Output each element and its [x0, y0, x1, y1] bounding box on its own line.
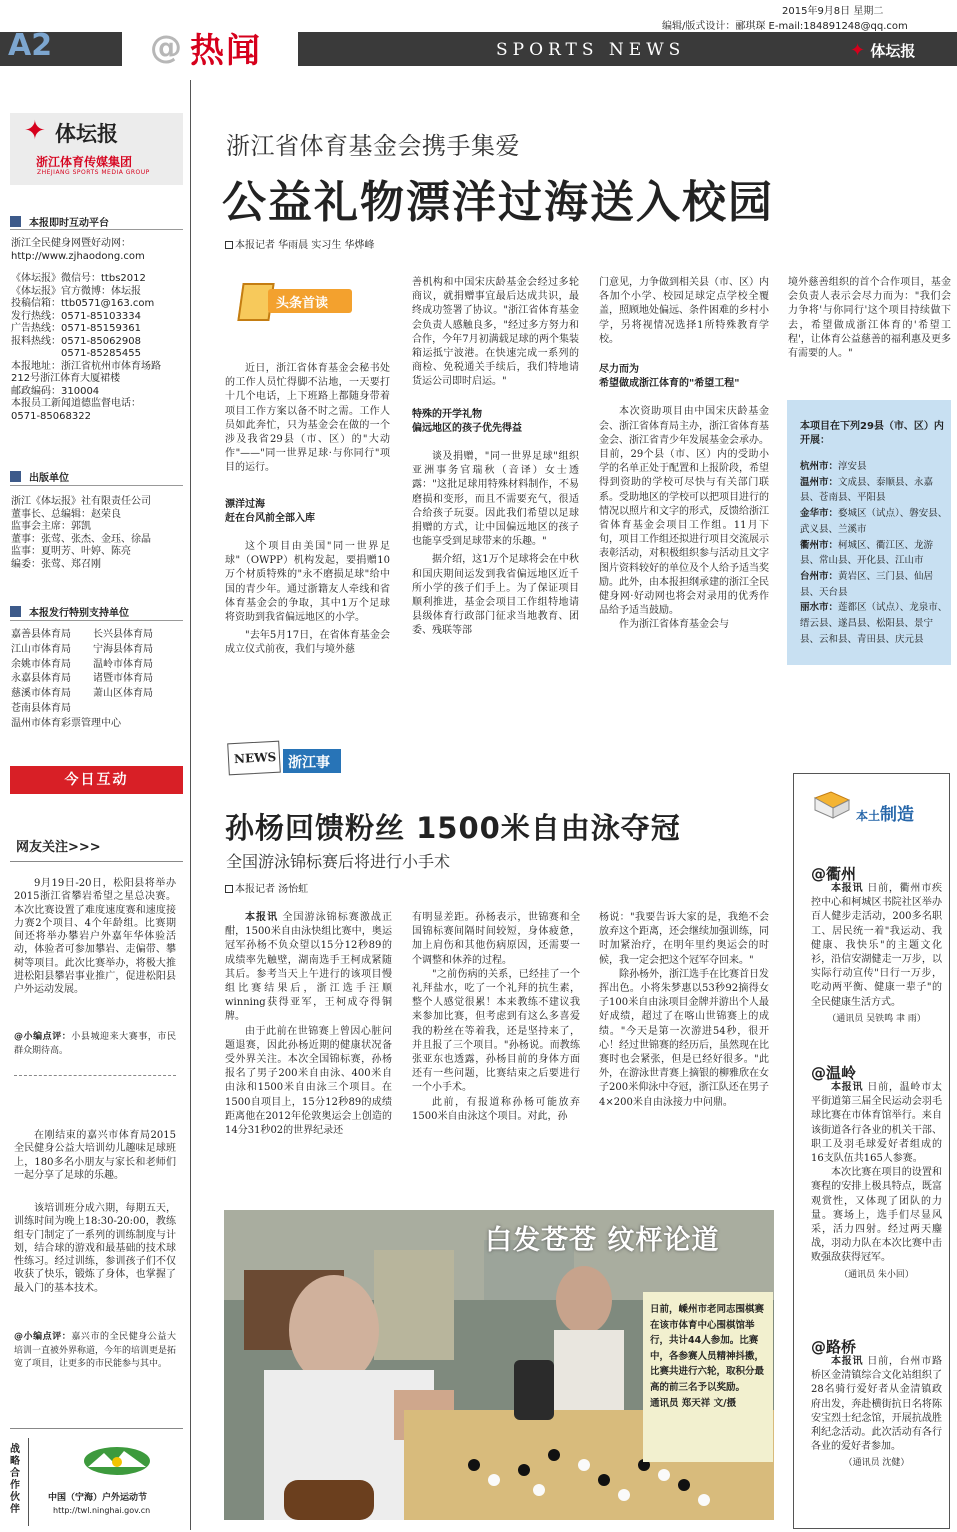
divider: [10, 229, 183, 230]
publisher-line: 编委：张莺、郑召刚: [11, 558, 101, 570]
article1-kicker: 浙江省体育基金会携手集爱: [226, 132, 520, 160]
support-unit: 诸暨市体育局: [93, 673, 153, 685]
zhejiang-tag-label: 浙江事: [288, 755, 330, 771]
email-link[interactable]: 投稿信箱：ttb0571@163.com: [11, 298, 155, 309]
paragraph: 境外慈善组织的首个合作项目，基金会负责人表示会尽力而为："我们会力争将'与你同行'这个项目持续做下去，希望做成浙江体育的'希望工程'，让体育公益慈善的福利惠及更多有需要的人。": [788, 277, 951, 360]
support-heading: [10, 604, 183, 619]
paragraph: 此前，有报道称孙杨可能放弃1500米自由泳这个项目。对此，孙: [412, 1096, 580, 1122]
publisher-info: [11, 496, 187, 572]
county-city: 衢州市：: [800, 539, 839, 551]
source-credit: （通讯员 吴铁鸣 聿 雨）: [827, 1013, 926, 1024]
subheading: 赶在台风前全部入库: [225, 512, 315, 524]
side-story-1: 9月19日-20日，松阳县将举办2015浙江省攀岩希望之星总决赛。本次比赛设置了难度速度赛和速度接力赛2个项目、4个年龄组。比赛期间还将举办攀岩户外嘉年华体验活动，体验者可参加攀岩、走偏带、攀树等项目。此次比赛举办，将极大推进松阳县攀岩事业推广，促进松阳县户外运动发展。: [14, 878, 176, 996]
news-badge-label: NEWS: [233, 749, 277, 767]
publisher-line: 董事：张莺、张杰、金珏、徐晶: [11, 533, 151, 545]
local-item: [811, 1081, 942, 1282]
publisher-line: 董事长、总编辑：赵荣良: [11, 508, 121, 520]
paragraph: 除孙杨外，浙江选手在比赛首日发挥出色。小将朱梦惠以53秒92摘得女子100米自由泳项目金牌并游出个人最好成绩，超过了在喀山世锦赛上的成绩。"今天是第一次游进54秒，很开心！经过世锦赛的经历后，虽然现在比赛时也会紧张，但是已经好很多。"此外，在游泳世青赛上摘银的柳雅欣在女子200米仰泳中夺冠，浙江队还在男子4×200米自由泳接力中问鼎。: [599, 968, 769, 1108]
platform-heading: [10, 214, 183, 229]
newspaper-logo-name: 体坛报: [55, 122, 118, 146]
platform-line: 0571-85285455: [11, 348, 141, 359]
subheading: 漂洋过海: [225, 498, 265, 510]
county-names: 文成县、泰顺县、永嘉县、苍南县、平阳县: [800, 476, 934, 504]
article2-headline: 孙杨回馈粉丝 1500米自由泳夺冠: [225, 811, 681, 845]
strategic-partner-label: 战略合作伙伴: [10, 1444, 20, 1515]
caption-text: 日前，嵊州市老同志围棋赛在该市体育中心围棋馆举行，共计44人参加。比赛中，各参赛人员精神抖擞，比赛共进行六轮，取积分最高的前三名予以奖励。: [650, 1304, 765, 1393]
paragraph: 近日，浙江省体育基金会秘书处的工作人员忙得脚不沾地，一天要打十几个电话，上下班路上都随身带着项目工作方案以备不时之需。工作人员如此奔忙，只为基金会在做的一个涉及我省29县（市、区）的"大动作"——"同一世界足球·与你同行"项目的运行。: [225, 363, 390, 474]
logo-swoosh-icon: ✦: [850, 40, 866, 61]
media-group-name-en: ZHEJIANG SPORTS MEDIA GROUP: [37, 169, 150, 176]
county-item: [800, 600, 948, 647]
county-item: [800, 538, 948, 569]
paragraph: 日前，台州市路桥区金清镇综合文化站组织了28名骑行爱好者从金清镇政府出发，奔赴横街抗日名将陈安宝烈士纪念馆，开展抗战胜利纪念活动。此次活动有各行各业的爱好者参加。: [811, 1356, 942, 1453]
partner-name: 中国（宁海）户外运动节: [48, 1493, 148, 1503]
paragraph: 杨说："我要告诉大家的是，我绝不会放弃这个距离，还会继续加强训练，同时加紧治疗，在明年里约奥运会的时候，我一定会把这个冠军夺回来。": [599, 912, 769, 966]
lead-label: 本报讯: [831, 883, 864, 894]
place-heading: @温岭: [811, 1064, 857, 1082]
county-city: 丽水市：: [800, 602, 839, 614]
sidebar-divider: [190, 80, 191, 1530]
article1-column-4: [788, 276, 951, 361]
support-unit: 宁海县体育局: [93, 643, 153, 655]
divider: [10, 485, 183, 486]
byline-text: 本报记者 华雨晨 实习生 华烨峰: [235, 240, 375, 251]
band-logo-text: 体坛报: [870, 42, 916, 60]
county-city: 金华市：: [800, 508, 839, 520]
side-story-2b: 该培训班分成六期，每期五天，训练时间为晚上18:30-20:00，教练组专门制定了一系列的训练制度与计划，结合球的游戏和最基础的技术球性练习。经过训练，参训孩子们不仅收获了快乐，锻炼了身体，也掌握了最入门的基本技术。: [14, 1203, 176, 1294]
platform-info: [11, 238, 187, 423]
square-bullet-icon: [225, 241, 233, 249]
county-item: [800, 569, 948, 600]
article2-column-3: [599, 911, 769, 1110]
caption-credit: 通讯员 郑天祥 文/摄: [650, 1397, 737, 1409]
county-item: [800, 506, 948, 537]
side-story-2a: 在刚结束的嘉兴市体育局2015全民健身公益大培训幼儿趣味足球班上，180多名小朋友与家长和老师们一起分享了足球的乐趣。: [14, 1130, 176, 1181]
square-bullet-icon: [10, 606, 21, 617]
local-item: [811, 882, 942, 1026]
platform-heading-text: 本报即时互动平台: [29, 218, 109, 229]
platform-line: 发行热线：0571-85103334: [11, 310, 141, 322]
lead-badge-label: 头条首读: [276, 296, 329, 311]
dashed-divider: [14, 1075, 176, 1076]
lead-label: 本报讯: [831, 1356, 864, 1367]
article1-column-3: [599, 276, 769, 633]
note-label: @小编点评：: [14, 1032, 72, 1042]
source-credit: （通讯员 沈健）: [843, 1458, 910, 1469]
publisher-line: 浙江《体坛报》社有限责任公司: [11, 496, 151, 507]
section-at-icon: @: [150, 28, 182, 66]
divider: [10, 861, 183, 862]
support-unit: 萧山区体育局: [93, 688, 153, 700]
support-unit: 长兴县体育局: [93, 629, 153, 640]
county-names: 柯城区、衢江区、龙游县、常山县、开化县、江山市: [800, 539, 934, 567]
divider: [28, 1438, 29, 1526]
article1-column-2: [412, 276, 579, 639]
platform-line: 本报地址：浙江省杭州市体育场路: [11, 360, 161, 372]
subheading: 特殊的开学礼物: [412, 408, 482, 420]
paragraph: 由于此前在世锦赛上曾因心脏问题退赛，因此孙杨近期的健康状况备受外界关注。本次全国锦标赛，孙杨报名了男子200米自由泳、400米自由泳和1500米自由泳三个项目。在1500自项目上，15分12秒89的成绩距离他在2012年伦敦奥运会上创造的14分31秒02的世界纪录还: [225, 1025, 392, 1137]
square-bullet-icon: [10, 471, 21, 482]
county-item: [800, 459, 948, 475]
support-unit: 余姚市体育局: [11, 658, 71, 670]
county-names: 淳安县: [838, 461, 867, 472]
paragraph: 本次比赛在项目的设置和赛程的安排上极具特点，既富观赏性，又体现了团队的力量。赛场上，选手们尽显风采，活力四射。经过两天鏖战，羽动力队在本次比赛中击败强敌获得冠军。: [811, 1167, 942, 1264]
article2-subheadline: 全国游泳锦标赛后将进行小手术: [226, 852, 451, 871]
editor-note-1: [14, 1031, 176, 1058]
local-tag-label: [856, 800, 914, 825]
platform-line: 0571-85068322: [11, 410, 91, 422]
support-unit: 温岭市体育局: [93, 658, 153, 670]
divider: [10, 620, 183, 621]
county-names: 黄岩区、三门县、仙居县、天台县: [800, 570, 934, 598]
editor-credit: 编辑/版式设计：郦琪琛 E-mail:184891248@qq.com: [662, 21, 908, 32]
square-bullet-icon: [225, 885, 233, 893]
website-link[interactable]: http://www.zjhaodong.com: [11, 250, 145, 262]
support-unit: 永嘉县体育局: [11, 673, 71, 685]
county-names: 婺城区（试点）、磐安县、武义县、兰溪市: [800, 508, 948, 535]
paragraph: 作为浙江省体育基金会与: [619, 619, 729, 631]
subheading: 偏远地区的孩子优先得益: [412, 422, 522, 434]
place-heading: @衢州: [811, 865, 857, 883]
county-list: [800, 459, 948, 647]
publisher-line: 监事：夏明芳、叶婷、陈亮: [11, 546, 131, 558]
article1-headline: 公益礼物漂洋过海送入校园: [222, 177, 774, 228]
partner-url-link[interactable]: http://twl.ninghai.gov.cn: [53, 1506, 151, 1515]
support-heading-text: 本报发行特别支持单位: [29, 608, 129, 619]
platform-line: 《体坛报》微信号：ttbs2012: [11, 273, 146, 284]
paragraph: 门意见，力争做到相关县（市、区）内各加个小学、校园足球定点学校全覆盖，照顾地处偏远、条件困难的乡村小学，另将视情况选择1所特殊教育学校。: [599, 277, 769, 345]
subheading: 尽力而为: [599, 364, 639, 376]
publisher-heading-text: 出版单位: [29, 473, 69, 484]
publisher-heading: [10, 469, 183, 484]
county-city: 杭州市：: [800, 461, 839, 472]
editor-note-2: [14, 1331, 176, 1372]
county-item: [800, 475, 948, 506]
today-interact-bar: 今日互动: [10, 766, 183, 794]
support-unit: 温州市体育彩票管理中心: [11, 717, 121, 729]
publisher-line: 监事会主席：郭凯: [11, 521, 91, 533]
article2-column-2: [412, 911, 580, 1124]
paragraph: 日前，衢州市疾控中心和柯城区书院社区举办百人健步走活动，200多名职工、居民统一着"我运动、我健康、我快乐"的主题文化衫，沿信安湖健走一万步，以实际行动宣传"日行一万步，吃动两平衡、健康一辈子"的全民健康生活方式。: [811, 883, 942, 1008]
platform-line: 《体坛报》官方微博：体坛报: [11, 285, 141, 297]
paragraph: 善机构和中国宋庆龄基金会经过多轮商议，就捐赠事宜最后达成共识，最终成功签署了协议。"浙江省体育基金会负责人感触良多，"经过多方努力和合作，今年7月初满载足球的两个集装箱运抵宁波港。在快速完成一系列的商检、免税通关手续后，我们特地请货运公司即时启运。": [412, 277, 579, 388]
support-unit: 嘉善县体育局: [11, 629, 71, 640]
issue-date: 2015年9月8日 星期二: [782, 6, 884, 17]
paragraph: 据介绍，这1万个足球将会在中秋和国庆期间运发到我省偏远地区近千所小学的孩子们手上。为了保证项目顺利推进，基金会项目工作组特地请县级体育行政部门征求当地教育、团委、残联等部: [412, 554, 579, 637]
article1-column-1: [225, 362, 390, 658]
byline-text: 本报记者 汤怡虹: [235, 884, 309, 895]
logo-swoosh-icon: ✦: [24, 116, 46, 146]
place-heading: @路桥: [811, 1338, 857, 1356]
band-title: SPORTS NEWS: [496, 40, 686, 60]
paragraph: "去年5月17日，在省体育基金会成立仪式前夜，我们与境外慈: [225, 630, 390, 656]
support-unit: 慈溪市体育局: [11, 688, 71, 700]
paragraph: "之前伤病的关系，已经挂了一个礼拜盐水，吃了一个礼拜的抗生素，整个人感觉很累！本来教练不建议我来参加比赛，但考虑到有这么多喜爱我的粉丝在等着我，还是坚持来了，并且报了三个项目。"孙杨说。而教练张亚东也透露，孙杨目前的身体方面还有一些问题，比赛结束之后要进行一个小手术。: [412, 968, 580, 1094]
platform-line: 广告热线：0571-85159361: [11, 323, 141, 334]
paragraph: 有明显差距。孙杨表示，世锦赛和全国锦标赛间隔时间较短，身体疲惫，加上肩伤和其他伤病原因，还需要一个调整和休养的过程。: [412, 912, 580, 966]
article2-byline: [225, 880, 308, 895]
article2-column-1: [225, 911, 392, 1138]
support-unit: 苍南县体育局: [11, 702, 71, 714]
paragraph: 这个项目由美国"同一世界足球"（OWPP）机构发起，要捐赠10万个材质特殊的"永不磨损足球"给中国的青少年。通过浙籍友人牵线和省体育基金会的争取，其中1万个足球将资助到我省偏远地区的小学。: [225, 541, 390, 624]
platform-line: 浙江全民健身网暨好动网：: [11, 238, 131, 249]
local-tag-big: 制造: [880, 805, 915, 825]
paragraph: 日前，温岭市太平街道第三届全民运动会羽毛球比赛在市体育馆举行。来自该街道各行各业的机关干部、职工及羽毛球爱好者组成的16支队伍共165人参赛。: [811, 1082, 942, 1165]
platform-line: 本报员工新闻道德监督电话：: [11, 398, 141, 409]
note-label: @小编点评：: [14, 1332, 72, 1342]
county-list-title: 本项目在下列29县（市、区）内开展：: [800, 421, 944, 446]
platform-line: 报料热线：0571-85062908: [11, 335, 141, 347]
support-unit: [93, 702, 187, 717]
media-group-name: 浙江体育传媒集团: [36, 155, 133, 169]
support-units: [11, 628, 187, 732]
photo-title: 白发苍苍 纹枰论道: [485, 1225, 720, 1256]
note-text: 小县城迎来大赛事，市民群众期待高。: [14, 1032, 176, 1056]
divider: [10, 1428, 183, 1429]
platform-line: 邮政编码：310004: [11, 385, 100, 397]
partner-logo-icon: [82, 1445, 152, 1481]
article1-byline: [225, 236, 375, 251]
local-item: [811, 1355, 942, 1471]
source-credit: （通讯员 朱小回）: [839, 1269, 914, 1280]
note-text: 嘉兴市的全民健身公益大培训一直被外界称道，今年的培训更是拓宽了项目，让更多的市民能参与其中。: [14, 1332, 177, 1369]
paragraph: 全国游泳锦标赛激战正酣，1500米自由泳快组比赛中，奥运冠军孙杨不负众望以15分12秒89的成绩率先触壁，湖南选手王柯成紧随其后。参考当天上午进行的该项目慢组比赛结果后，浙江选手汪顺winning获得亚军，王柯成夺得铜牌。: [225, 912, 392, 1023]
platform-line: 212号浙江体育大厦裙楼: [11, 373, 121, 384]
netizen-heading: 网友关注>>>: [16, 840, 101, 855]
lead-label: 本报讯: [831, 1082, 864, 1093]
square-bullet-icon: [10, 216, 21, 227]
lead-label: 本报讯: [245, 912, 279, 923]
paragraph: 谈及捐赠，"同一世界足球"组织亚洲事务官瑞秋（音译）女士透露："这批足球用特殊材料制作，不易磨损和变形，而且不需要充气，很适合给孩子玩耍。因此我们希望以足球捐赠的方式，让中国偏远地区的孩子也能享受到足球带来的乐趣。": [412, 451, 579, 548]
county-names: 莲都区（试点）、龙泉市、缙云县、遂昌县、松阳县、景宁县、云和县、青田县、庆元县: [800, 602, 948, 645]
support-unit: 江山市体育局: [11, 643, 71, 655]
section-name: 热闻: [190, 31, 262, 71]
county-city: 温州市：: [800, 476, 839, 488]
local-tag-small: 本土: [856, 809, 881, 823]
paragraph: 本次资助项目由中国宋庆龄基金会、浙江省体育局主办，浙江省体育基金会、浙江省青少年发展基金会承办。目前，29个县（市、区）内的受助小学的名单正处于配置和上报阶段，希望得到资助的学校可尽快与有关部门联系。受助地区的学校可以把项目进行的情况以照片和文字的形式，反馈给浙江省体育基金会项目工作组。11月下旬，项目工作组还拟进行项目交流展示表彰活动，对积极组织参与活动且文字图片资料较好的单位及个人给予适当奖励。此外，由本报担纲承建的浙江全民健身网·好动网也将会对录用的优秀作品给予适当鼓励。: [599, 406, 769, 617]
page-number: A2: [8, 28, 53, 63]
photo-caption: [650, 1302, 770, 1411]
subheading: 希望做成浙江体育的"希望工程": [599, 378, 740, 390]
county-city: 台州市：: [800, 570, 839, 582]
band-logo: [850, 40, 915, 61]
